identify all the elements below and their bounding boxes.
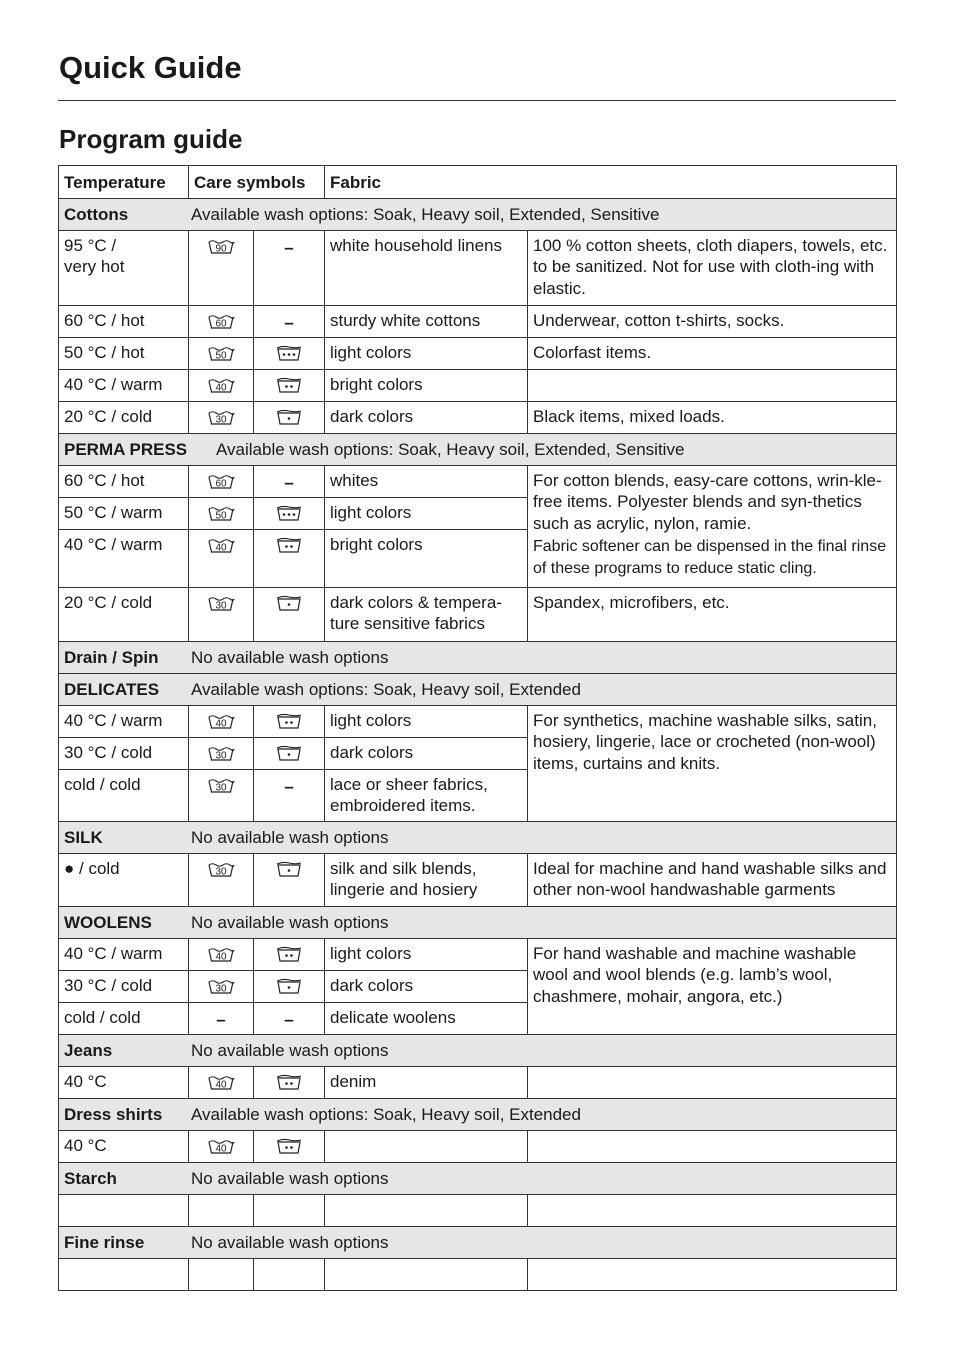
wash-symbol-cell: [189, 769, 254, 821]
wash-symbol-cell: [189, 1002, 254, 1034]
page-title: Quick Guide: [59, 50, 242, 85]
description-cell: [528, 369, 897, 401]
fabric-cell: light colors: [325, 497, 528, 529]
svg-text:40: 40: [215, 718, 227, 729]
dash: –: [284, 237, 294, 257]
svg-text:60: 60: [215, 318, 227, 329]
temperature-cell: 20 °C / cold: [59, 401, 189, 433]
table-row: [59, 587, 897, 641]
temperature-cell: [59, 1194, 189, 1226]
program-name: Fine rinse: [64, 1232, 145, 1252]
wash-symbol-cell: [189, 465, 254, 497]
table-row: [59, 401, 897, 433]
wash-symbol-cell: [189, 853, 254, 906]
wash-tub-icon: [207, 712, 235, 736]
dryer-two-dots-icon: [275, 376, 303, 400]
temperature-cell: 30 °C / cold: [59, 970, 189, 1002]
wash-symbol-cell: [189, 1194, 254, 1226]
fabric-cell: light colors: [325, 938, 528, 970]
wash-symbol-cell: [189, 529, 254, 587]
table-row: [59, 1066, 897, 1098]
dryer-two-dots-icon: [275, 536, 303, 560]
svg-text:30: 30: [215, 983, 227, 994]
care-symbol-cell: [254, 529, 325, 587]
table-header-row: [59, 166, 897, 199]
fabric-cell: dark colors: [325, 970, 528, 1002]
temperature-cell: 40 °C / warm: [59, 938, 189, 970]
description-cell: For hand washable and machine washable wool and wool blends (e.g. lamb’s wool, chashmere, mohair, angora, etc.): [528, 938, 897, 1034]
wash-symbol-cell: [189, 1066, 254, 1098]
care-symbol-cell: [254, 230, 325, 305]
section-title: Program guide: [59, 124, 243, 154]
wash-symbol-cell: [189, 337, 254, 369]
dryer-two-dots-icon: [275, 1073, 303, 1097]
program-name: PERMA PRESS: [64, 439, 188, 459]
table-row: [59, 1258, 897, 1290]
fabric-cell: lace or sheer fabrics, embroidered items.: [325, 769, 528, 821]
temperature-cell: 40 °C: [59, 1066, 189, 1098]
temperature-cell: 60 °C / hot: [59, 465, 189, 497]
care-symbol-cell: [254, 337, 325, 369]
program-row-perma-press: [59, 433, 897, 465]
program-name: Cottons: [64, 204, 129, 224]
temperature-cell: 50 °C / warm: [59, 497, 189, 529]
program-row-cottons: [59, 198, 897, 230]
program-name: Dress shirts: [64, 1104, 163, 1124]
temperature-cell: [59, 1258, 189, 1290]
dryer-one-dot-icon: [275, 594, 303, 618]
program-row-jeans: [59, 1034, 897, 1066]
program-options: No available wash options: [191, 1040, 389, 1060]
care-symbol-cell: [254, 853, 325, 906]
fabric-cell: whites: [325, 465, 528, 497]
wash-symbol-cell: [189, 401, 254, 433]
temperature-cell: 20 °C / cold: [59, 587, 189, 641]
temperature-cell: cold / cold: [59, 769, 189, 821]
care-symbol-cell: [254, 369, 325, 401]
program-row-fine-rinse: [59, 1226, 897, 1258]
description-note: Fabric softener can be dispensed in the final rinse of these programs to reduce static cling.: [533, 538, 887, 577]
fabric-cell: [325, 1130, 528, 1162]
dryer-two-dots-icon: [275, 945, 303, 969]
care-symbol-cell: [254, 1258, 325, 1290]
table-row: [59, 230, 897, 305]
care-symbol-cell: [254, 587, 325, 641]
program-options: Available wash options: Soak, Heavy soil, Extended, Sensitive: [191, 204, 660, 224]
table-row: [59, 938, 897, 970]
svg-text:40: 40: [215, 951, 227, 962]
wash-symbol-cell: [189, 230, 254, 305]
fabric-cell: dark colors: [325, 401, 528, 433]
description-cell: [528, 1258, 897, 1290]
program-row-silk: [59, 821, 897, 853]
wash-tub-icon: [207, 237, 235, 261]
temperature-cell: 95 °C / very hot: [59, 230, 189, 305]
wash-symbol-cell: [189, 737, 254, 769]
care-symbol-cell: [254, 401, 325, 433]
wash-tub-icon: [207, 977, 235, 1001]
dryer-one-dot-icon: [275, 744, 303, 768]
fabric-cell: bright colors: [325, 529, 528, 587]
dash: –: [284, 312, 294, 332]
description-cell: [528, 1066, 897, 1098]
table-row: [59, 1194, 897, 1226]
program-row-delicates: [59, 673, 897, 705]
table-row: [59, 305, 897, 337]
wash-symbol-cell: [189, 369, 254, 401]
program-options: No available wash options: [191, 827, 389, 847]
wash-tub-icon: [207, 376, 235, 400]
program-name: Drain / Spin: [64, 647, 159, 667]
svg-text:40: 40: [215, 382, 227, 393]
description-cell: Underwear, cotton t-shirts, socks.: [528, 305, 897, 337]
program-options: Available wash options: Soak, Heavy soil, Extended: [191, 679, 581, 699]
dash: –: [284, 776, 294, 796]
wash-symbol-cell: [189, 587, 254, 641]
program-name: SILK: [64, 827, 103, 847]
care-symbol-cell: [254, 497, 325, 529]
header-care-symbols: Care symbols: [189, 166, 325, 199]
care-symbol-cell: [254, 1002, 325, 1034]
program-name: WOOLENS: [64, 912, 152, 932]
table-row: [59, 337, 897, 369]
svg-text:90: 90: [215, 243, 227, 254]
description-text: For cotton blends, easy-care cottons, wrin-kle-free items. Polyester blends and syn-thetics such as acrylic, nylon, ramie.: [533, 470, 882, 533]
program-row-woolens: [59, 906, 897, 938]
temperature-cell: cold / cold: [59, 1002, 189, 1034]
temperature-cell: 40 °C / warm: [59, 369, 189, 401]
dryer-three-dots-icon: [275, 504, 303, 528]
svg-text:30: 30: [215, 782, 227, 793]
temperature-cell: 50 °C / hot: [59, 337, 189, 369]
program-options: No available wash options: [191, 1232, 389, 1252]
svg-text:30: 30: [215, 414, 227, 425]
table-row: [59, 465, 897, 497]
svg-text:50: 50: [215, 350, 227, 361]
temperature-cell: 60 °C / hot: [59, 305, 189, 337]
header-temperature: Temperature: [59, 166, 189, 199]
wash-tub-icon: [207, 744, 235, 768]
fabric-cell: delicate woolens: [325, 1002, 528, 1034]
wash-symbol-cell: [189, 497, 254, 529]
fabric-cell: light colors: [325, 705, 528, 737]
fabric-cell: dark colors & tempera-ture sensitive fabrics: [325, 587, 528, 641]
care-symbol-cell: [254, 737, 325, 769]
program-options: No available wash options: [191, 647, 389, 667]
program-row-dress-shirts: [59, 1098, 897, 1130]
fabric-cell: sturdy white cottons: [325, 305, 528, 337]
program-row-drain-spin: [59, 641, 897, 673]
description-cell: 100 % cotton sheets, cloth diapers, towels, etc. to be sanitized. Not for use with cloth-ing with elastic.: [528, 230, 897, 305]
program-name: Jeans: [64, 1040, 113, 1060]
header-fabric: Fabric: [325, 166, 897, 199]
wash-tub-icon: [207, 860, 235, 884]
care-symbol-cell: [254, 938, 325, 970]
description-cell: [528, 1194, 897, 1226]
table-row: [59, 369, 897, 401]
temperature-cell: ● / cold: [59, 853, 189, 906]
care-symbol-cell: [254, 970, 325, 1002]
wash-tub-icon: [207, 945, 235, 969]
wash-tub-icon: [207, 472, 235, 496]
dash: –: [284, 472, 294, 492]
wash-symbol-cell: [189, 1258, 254, 1290]
temperature-cell: 40 °C / warm: [59, 705, 189, 737]
svg-text:40: 40: [215, 1079, 227, 1090]
wash-symbol-cell: [189, 970, 254, 1002]
program-options: Available wash options: Soak, Heavy soil, Extended, Sensitive: [216, 439, 685, 459]
care-symbol-cell: [254, 705, 325, 737]
description-cell: Colorfast items.: [528, 337, 897, 369]
wash-symbol-cell: [189, 1130, 254, 1162]
dash: –: [216, 1009, 226, 1029]
dryer-one-dot-icon: [275, 977, 303, 1001]
wash-tub-icon: [207, 1073, 235, 1097]
wash-tub-icon: [207, 408, 235, 432]
care-symbol-cell: [254, 769, 325, 821]
svg-text:30: 30: [215, 866, 227, 877]
svg-text:30: 30: [215, 600, 227, 611]
wash-tub-icon: [207, 344, 235, 368]
dryer-one-dot-icon: [275, 408, 303, 432]
dryer-two-dots-icon: [275, 1137, 303, 1161]
care-symbol-cell: [254, 1066, 325, 1098]
fabric-cell: white household linens: [325, 230, 528, 305]
description-cell: [528, 1130, 897, 1162]
table-row: [59, 705, 897, 737]
program-options: Available wash options: Soak, Heavy soil, Extended: [191, 1104, 581, 1124]
temperature-cell: 30 °C / cold: [59, 737, 189, 769]
program-name: Starch: [64, 1168, 117, 1188]
table-row: [59, 853, 897, 906]
fabric-cell: [325, 1258, 528, 1290]
description-cell: Ideal for machine and hand washable silks and other non-wool handwashable garments: [528, 853, 897, 906]
fabric-cell: dark colors: [325, 737, 528, 769]
svg-text:40: 40: [215, 1143, 227, 1154]
dryer-two-dots-icon: [275, 712, 303, 736]
svg-text:60: 60: [215, 478, 227, 489]
wash-symbol-cell: [189, 938, 254, 970]
wash-tub-icon: [207, 312, 235, 336]
wash-tub-icon: [207, 594, 235, 618]
description-cell: Spandex, microfibers, etc.: [528, 587, 897, 641]
wash-tub-icon: [207, 1137, 235, 1161]
wash-symbol-cell: [189, 705, 254, 737]
wash-tub-icon: [207, 504, 235, 528]
fabric-cell: denim: [325, 1066, 528, 1098]
table-row: [59, 1130, 897, 1162]
description-cell: Black items, mixed loads.: [528, 401, 897, 433]
program-row-starch: [59, 1162, 897, 1194]
fabric-cell: light colors: [325, 337, 528, 369]
care-symbol-cell: [254, 1194, 325, 1226]
description-cell: [528, 465, 897, 587]
care-symbol-cell: [254, 465, 325, 497]
svg-text:30: 30: [215, 750, 227, 761]
svg-text:40: 40: [215, 542, 227, 553]
dryer-one-dot-icon: [275, 860, 303, 884]
wash-tub-icon: [207, 776, 235, 800]
title-divider: [58, 100, 896, 101]
care-symbol-cell: [254, 1130, 325, 1162]
program-name: DELICATES: [64, 679, 160, 699]
dryer-three-dots-icon: [275, 344, 303, 368]
svg-text:50: 50: [215, 510, 227, 521]
care-symbol-cell: [254, 305, 325, 337]
description-cell: For synthetics, machine washable silks, satin, hosiery, lingerie, lace or crocheted (non-wool) items, curtains and knits.: [528, 705, 897, 821]
temperature-cell: 40 °C: [59, 1130, 189, 1162]
program-options: No available wash options: [191, 912, 389, 932]
temperature-cell: 40 °C / warm: [59, 529, 189, 587]
program-guide-table: [58, 165, 897, 1291]
fabric-cell: bright colors: [325, 369, 528, 401]
program-options: No available wash options: [191, 1168, 389, 1188]
dash: –: [284, 1009, 294, 1029]
wash-tub-icon: [207, 536, 235, 560]
fabric-cell: [325, 1194, 528, 1226]
fabric-cell: silk and silk blends, lingerie and hosiery: [325, 853, 528, 906]
wash-symbol-cell: [189, 305, 254, 337]
